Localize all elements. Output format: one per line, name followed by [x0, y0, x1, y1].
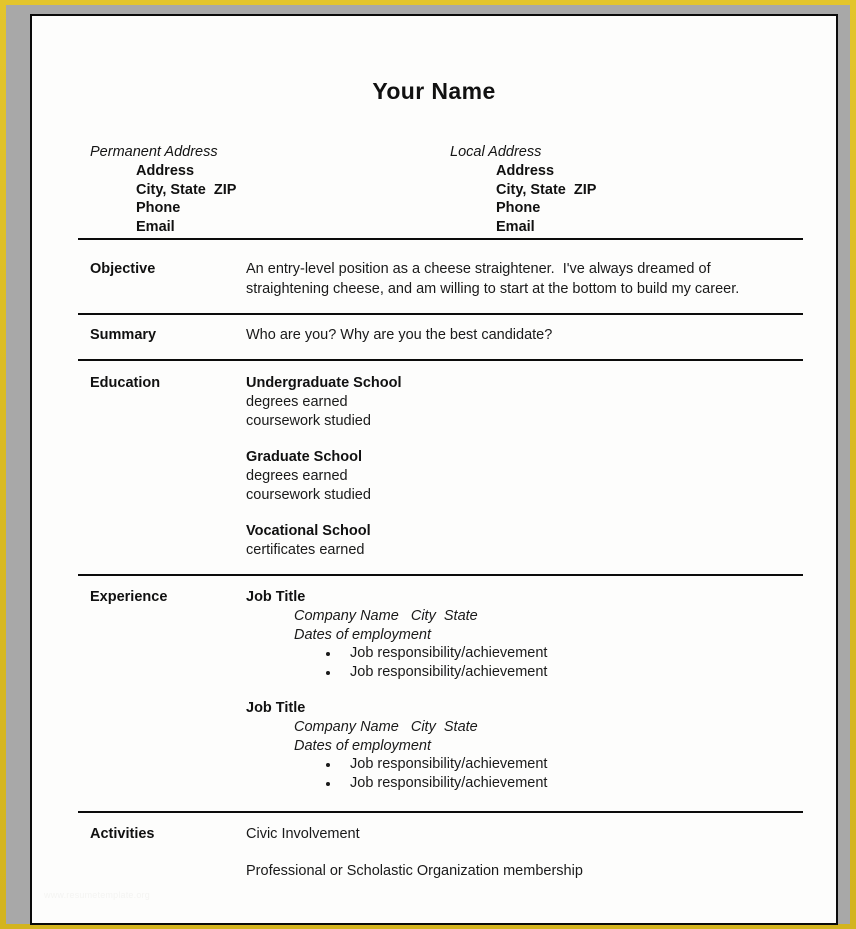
resume-page	[32, 16, 836, 923]
education-entry	[246, 448, 402, 505]
objective-text-line-1: An entry-level position as a cheese straightener. I've always dreamed of	[246, 261, 711, 277]
frame-gray-band	[6, 5, 850, 924]
local-address-street: Address	[496, 163, 555, 179]
section-body-summary	[246, 326, 552, 346]
local-address-citystatezip: City, State ZIP	[496, 181, 597, 198]
section-divider-summary	[78, 313, 803, 315]
local-address-email: Email	[496, 218, 535, 235]
section-label-activities: Activities	[90, 826, 155, 842]
spacer	[246, 844, 583, 862]
section-divider-education	[78, 359, 803, 361]
resume-document	[32, 16, 836, 923]
job-responsibility-item: Job responsibility/achievement	[246, 774, 547, 793]
summary-text: Who are you? Why are you the best candidate?	[246, 327, 553, 343]
job-title: Job Title	[246, 700, 306, 716]
job-responsibility-item: Job responsibility/achievement	[246, 644, 547, 663]
spacer	[246, 431, 402, 448]
education-coursework: coursework studied	[246, 413, 371, 429]
education-coursework: coursework studied	[246, 487, 371, 503]
permanent-address-heading: Permanent Address	[90, 144, 218, 160]
local-address-heading: Local Address	[450, 144, 542, 160]
section-body-activities	[246, 825, 583, 881]
activities-line-1: Civic Involvement	[246, 826, 360, 842]
spacer	[246, 505, 402, 522]
job-company-location: Company Name City State	[294, 719, 478, 735]
education-certificates: certificates earned	[246, 542, 365, 558]
job-dates: Dates of employment	[294, 626, 432, 643]
section-body-objective	[246, 260, 739, 299]
job-responsibility-list	[246, 644, 547, 682]
spacer	[246, 682, 547, 699]
permanent-address-street: Address	[136, 163, 195, 179]
education-school-name: Vocational School	[246, 523, 371, 539]
local-address-block	[450, 143, 596, 236]
section-body-experience	[246, 588, 547, 793]
activities-line-2: Professional or Scholastic Organization membership	[246, 863, 583, 879]
section-body-education	[246, 374, 402, 560]
permanent-address-citystatezip: City, State ZIP	[136, 181, 237, 198]
permanent-address-email: Email	[136, 218, 175, 235]
education-degrees: degrees earned	[246, 394, 348, 410]
job-responsibility-list	[246, 755, 547, 793]
page-watermark: www.resumetemplate.org	[44, 890, 150, 900]
education-school-name: Undergraduate School	[246, 375, 402, 391]
section-label-education: Education	[90, 375, 161, 391]
job-dates: Dates of employment	[294, 737, 432, 754]
education-entry	[246, 374, 402, 431]
section-label-objective: Objective	[90, 261, 156, 277]
local-address-phone: Phone	[496, 200, 541, 217]
experience-entry	[246, 588, 547, 682]
section-divider-experience	[78, 574, 803, 576]
section-label-summary: Summary	[90, 327, 157, 343]
permanent-address-phone: Phone	[136, 200, 181, 217]
job-company-location: Company Name City State	[294, 608, 478, 624]
resume-page-sheet	[30, 14, 838, 925]
education-school-name: Graduate School	[246, 449, 363, 465]
objective-text-line-2: straightening cheese, and am willing to start at the bottom to build my career.	[246, 280, 740, 297]
section-label-experience: Experience	[90, 589, 168, 605]
job-responsibility-item: Job responsibility/achievement	[246, 755, 547, 774]
education-entry	[246, 522, 402, 560]
section-divider-activities	[78, 811, 803, 813]
job-responsibility-item: Job responsibility/achievement	[246, 663, 547, 682]
page-title: Your Name	[372, 78, 496, 104]
permanent-address-block	[90, 143, 236, 236]
education-degrees: degrees earned	[246, 468, 348, 484]
section-divider-objective	[78, 238, 803, 240]
experience-entry	[246, 699, 547, 793]
job-title: Job Title	[246, 589, 306, 605]
